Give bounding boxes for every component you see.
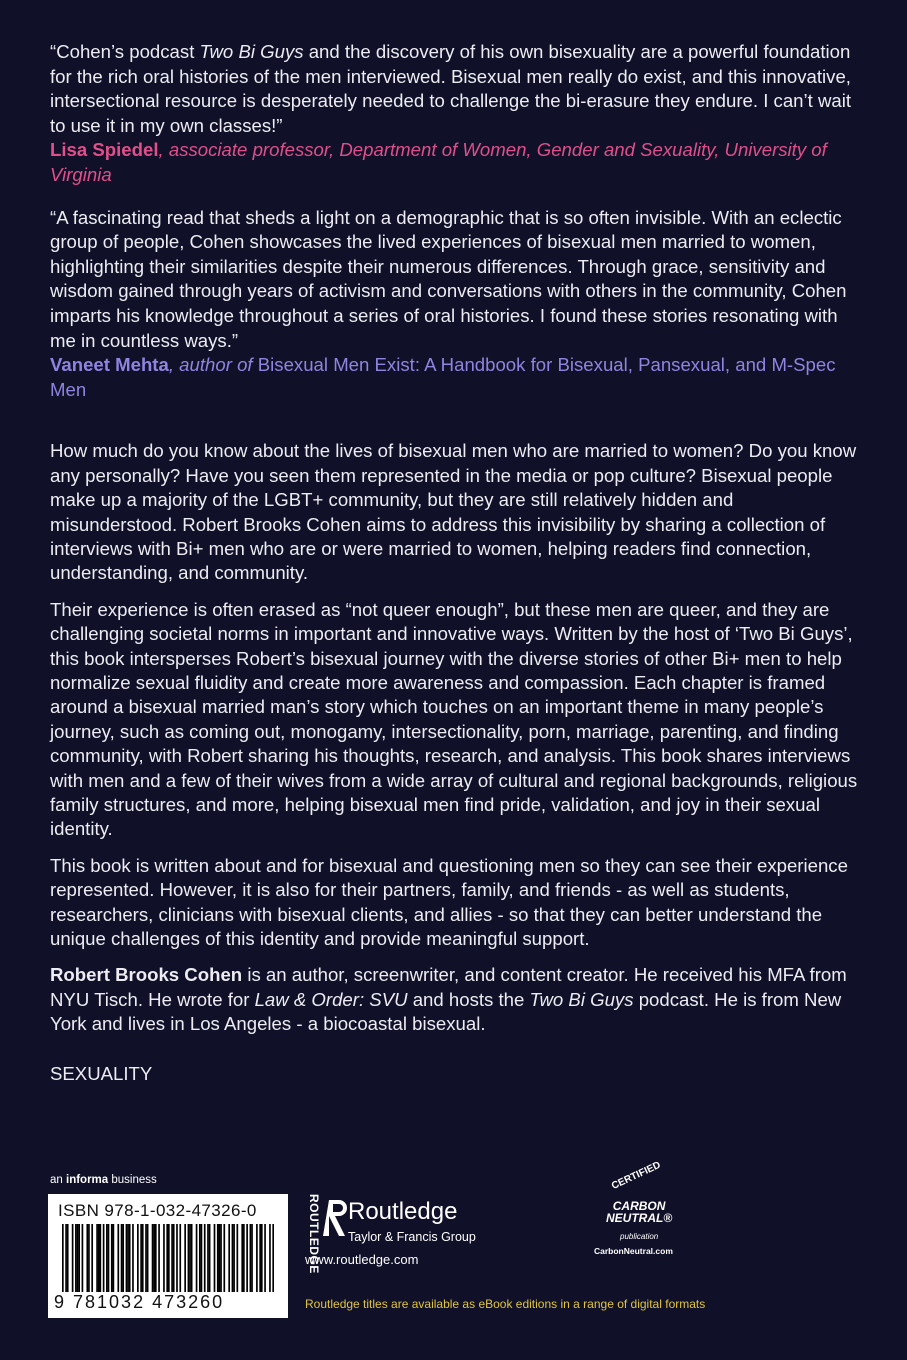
- barcode-bars: [62, 1224, 274, 1292]
- barcode-bar: [98, 1224, 100, 1292]
- barcode-bar: [232, 1224, 234, 1292]
- barcode-bar: [103, 1224, 105, 1292]
- barcode-bar: [264, 1224, 266, 1292]
- barcode-bar: [219, 1224, 221, 1292]
- barcode-bar: [82, 1224, 84, 1292]
- barcode-bar: [153, 1224, 155, 1292]
- barcode-bar: [171, 1224, 173, 1292]
- barcode-bar: [236, 1224, 238, 1292]
- barcode-bar: [173, 1224, 175, 1292]
- neutral-word: NEUTRAL®: [606, 1211, 673, 1225]
- barcode-bar: [223, 1224, 225, 1292]
- barcode-bar: [220, 1224, 222, 1292]
- barcode-bar: [145, 1224, 147, 1292]
- barcode-bar: [228, 1224, 230, 1292]
- barcode-bar: [117, 1224, 119, 1292]
- endorsement-2: “A fascinating read that sheds a light on a demographic that is so often invisible. With an eclectic group of people, Cohen showcases the lived experiences of bisexual men married to women, highlighting their similarities despite their numerous differences. Through grace, sensitivity and wisdom gained through years of activism and conversations with others in the community, Cohen imparts his knowledge throughout a series of oral histories. I found these stories resonating with me in countless ways.”: [50, 206, 847, 351]
- barcode-bar: [127, 1224, 129, 1292]
- informa-brand: informa: [66, 1174, 109, 1186]
- endorser-book: Bisexual Men Exist: A Handbook for Bisexual, Pansexual, and M-Spec Men: [50, 354, 836, 400]
- barcode-bar: [199, 1224, 201, 1292]
- barcode-bar: [147, 1224, 149, 1292]
- publication-text: publication: [620, 1232, 659, 1241]
- barcode-bar: [140, 1224, 142, 1292]
- informa-tagline: [50, 1174, 157, 1186]
- barcode-bar: [188, 1224, 190, 1292]
- barcode-bar: [251, 1224, 253, 1292]
- barcode-bar: [189, 1224, 191, 1292]
- barcode-bar: [75, 1224, 77, 1292]
- barcode-bar: [241, 1224, 243, 1292]
- routledge-r-icon: [323, 1198, 351, 1238]
- barcode-bar: [65, 1224, 67, 1292]
- barcode-bar: [91, 1224, 93, 1292]
- barcode-bar: [88, 1224, 90, 1292]
- barcode-bar: [191, 1224, 193, 1292]
- barcode-bar: [176, 1224, 178, 1292]
- carbon-neutral-site: CarbonNeutral.com: [594, 1246, 673, 1256]
- informa-pre: an: [50, 1174, 66, 1186]
- barcode-bar: [100, 1224, 102, 1292]
- barcode-bar: [250, 1224, 252, 1292]
- barcode-bar: [62, 1224, 64, 1292]
- publisher-website: www.routledge.com: [305, 1252, 419, 1267]
- author-bio: [50, 963, 862, 1036]
- blurb-paragraph-3: This book is written about and for bisexual and questioning men so they can see their experience represented. However, it is also for their partners, family, and friends - as well as students, researchers, clinicians with bisexual clients, and allies - so that they can better understand the unique challenges of this identity and provide meaningful support.: [50, 854, 848, 950]
- barcode-bar: [96, 1224, 98, 1292]
- barcode-bar: [86, 1224, 88, 1292]
- barcode-bar: [111, 1224, 113, 1292]
- bio-text: is an author, screenwriter, and content creator. He received his MFA from NYU Tisch. He wrote for: [50, 964, 847, 1010]
- carbon-neutral-logo: [580, 1159, 690, 1270]
- barcode-bar: [77, 1224, 79, 1292]
- podcast-title: Two Bi Guys: [529, 988, 634, 1010]
- routledge-vertical-wordmark: ROUTLEDGE: [307, 1194, 321, 1274]
- barcode-bar: [137, 1224, 139, 1292]
- isbn-label: ISBN 978-1-032-47326-0: [58, 1201, 257, 1220]
- isbn-digits: 9 781032 473260: [54, 1292, 225, 1312]
- barcode-bar: [272, 1224, 274, 1292]
- endorser-name: Lisa Spiedel: [50, 139, 159, 161]
- barcode-bar: [163, 1224, 165, 1292]
- publisher-group: Taylor & Francis Group: [348, 1230, 476, 1244]
- isbn-barcode: [48, 1194, 288, 1318]
- bio-text: and hosts the: [407, 988, 530, 1010]
- barcode-bar: [184, 1224, 186, 1292]
- back-cover-text: [50, 40, 862, 1085]
- show-title: Law & Order: SVU: [254, 988, 408, 1010]
- informa-post: business: [108, 1174, 157, 1186]
- blurb-paragraph-2: Their experience is often erased as “not queer enough”, but these men are queer, and they are challenging societal norms in important and innovative ways. Written by the host of ‘Two Bi Guys’, this book intersperses Robert’s bisexual journey with the diverse stories of other Bi+ men to help normalize sexual fluidity and create more awareness and compassion. Each chapter is framed around a bisexual married man’s story which touches on an important theme in many people’s journey, such as coming out, monogamy, intersectionality, porn, marriage, parenting, and finding community, with Robert sharing his thoughts, research, and analysis. This book shares interviews with men and a few of their wives from a wide array of cultural and regional backgrounds, religious family structures, and more, helping bisexual men find pride, validation, and joy in their sexual identity.: [50, 598, 858, 840]
- barcode-bar: [256, 1224, 258, 1292]
- barcode-bar: [122, 1224, 124, 1292]
- podcast-title: Two Bi Guys: [199, 41, 304, 62]
- ebook-note: Routledge titles are available as eBook editions in a range of digital formats: [305, 1297, 706, 1311]
- barcode-bar: [142, 1224, 144, 1292]
- bio-text: podcast. He is from New York and lives in Los Angeles - a biocoastal bisexual.: [50, 988, 842, 1035]
- barcode-bar: [259, 1224, 261, 1292]
- barcode-bar: [179, 1224, 181, 1292]
- carbon-neutral-wordmark: [606, 1200, 672, 1224]
- endorsement-1-attribution: [50, 138, 862, 187]
- barcode-bar: [72, 1224, 74, 1292]
- barcode-bar: [233, 1224, 235, 1292]
- barcode-bar: [269, 1224, 271, 1292]
- carbon-word: CARBON: [612, 1199, 666, 1213]
- endorser-role: , associate professor, Department of Women, Gender and Sexuality, University of Virginia: [50, 139, 827, 185]
- barcode-bar: [261, 1224, 263, 1292]
- subject-category: SEXUALITY: [50, 1062, 153, 1084]
- barcode-bar: [113, 1224, 115, 1292]
- barcode-bar: [201, 1224, 203, 1292]
- barcode-bar: [204, 1224, 206, 1292]
- barcode-bar: [158, 1224, 160, 1292]
- barcode-bar: [166, 1224, 168, 1292]
- endorsement-1: [50, 40, 862, 138]
- barcode-bar: [129, 1224, 131, 1292]
- barcode-bar: [78, 1224, 80, 1292]
- publisher-name: Routledge: [348, 1198, 458, 1225]
- barcode-bar: [152, 1224, 154, 1292]
- barcode-bar: [207, 1224, 209, 1292]
- barcode-bar: [217, 1224, 219, 1292]
- barcode-bar: [246, 1224, 248, 1292]
- barcode-bar: [108, 1224, 110, 1292]
- barcode-bar: [214, 1224, 216, 1292]
- barcode-bar: [243, 1224, 245, 1292]
- barcode-bar: [168, 1224, 170, 1292]
- barcode-bar: [121, 1224, 123, 1292]
- barcode-bar: [67, 1224, 69, 1292]
- blurb-paragraph-1: How much do you know about the lives of bisexual men who are married to women? Do you know any personally? Have you seen them represented in the media or pop culture? Bisexual people make up a majority of the LGBT+ community, but they are still relatively hidden and misunderstood. Robert Brooks Cohen aims to address this invisibility by sharing a collection of interviews with Bi+ men who are or were married to women, helping readers find connection, understanding, and community.: [50, 440, 857, 584]
- barcode-bar: [126, 1224, 128, 1292]
- barcode-bar: [106, 1224, 108, 1292]
- barcode-bar: [155, 1224, 157, 1292]
- barcode-bar: [196, 1224, 198, 1292]
- endorser-name: Vaneet Mehta: [50, 354, 169, 376]
- author-name: Robert Brooks Cohen: [50, 964, 243, 986]
- certified-text: CERTIFIED: [610, 1159, 663, 1192]
- barcode-bar: [209, 1224, 211, 1292]
- endorsement-2-attribution: [50, 353, 862, 402]
- barcode-bar: [132, 1224, 134, 1292]
- endorser-role: , author of: [168, 354, 258, 376]
- quote-text: “Cohen’s podcast: [50, 41, 200, 62]
- quote-text: and the discovery of his own bisexuality are a powerful foundation for the rich oral histories of the men interviewed. Bisexual men really do exist, and this innovative, intersectional resource is desperately needed to challenge the bi-erasure they endure. I can’t wait to use it in my own classes!”: [50, 41, 852, 136]
